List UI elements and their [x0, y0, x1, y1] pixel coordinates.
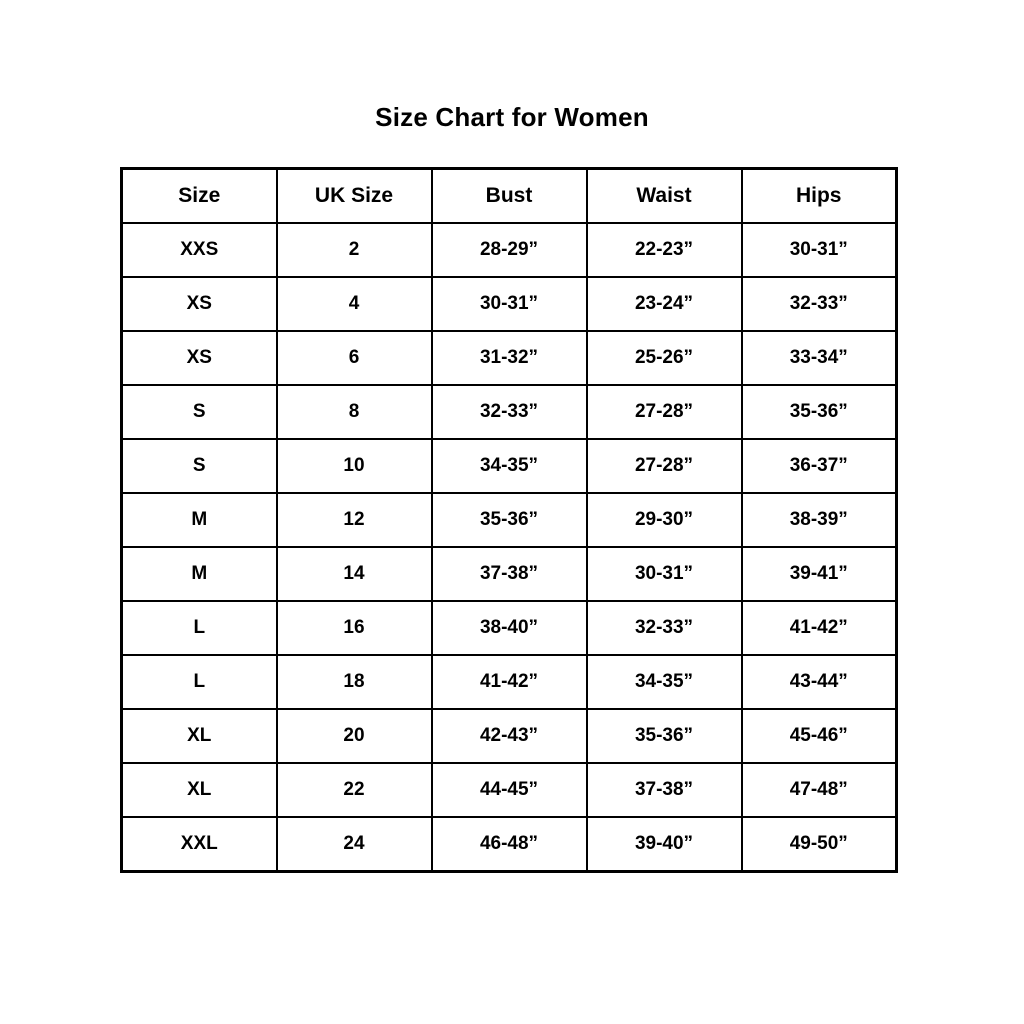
table-cell: 30-31” — [587, 547, 742, 601]
table-cell: 32-33” — [587, 601, 742, 655]
table-cell: 34-35” — [587, 655, 742, 709]
table-cell: 35-36” — [742, 385, 897, 439]
table-cell: 12 — [277, 493, 432, 547]
table-cell: 23-24” — [587, 277, 742, 331]
table-cell: XXL — [122, 817, 277, 872]
table-cell: 24 — [277, 817, 432, 872]
table-row — [122, 493, 897, 547]
table-cell: 41-42” — [742, 601, 897, 655]
table-cell: 43-44” — [742, 655, 897, 709]
table-row — [122, 331, 897, 385]
table-row — [122, 277, 897, 331]
table-cell: 37-38” — [432, 547, 587, 601]
table-cell: 28-29” — [432, 223, 587, 277]
table-cell: S — [122, 439, 277, 493]
table-cell: 37-38” — [587, 763, 742, 817]
table-cell: 34-35” — [432, 439, 587, 493]
column-header: UK Size — [277, 169, 432, 224]
table-cell: 42-43” — [432, 709, 587, 763]
table-row — [122, 709, 897, 763]
table-cell: 38-40” — [432, 601, 587, 655]
table-cell: 20 — [277, 709, 432, 763]
table-row — [122, 655, 897, 709]
table-cell: 32-33” — [742, 277, 897, 331]
column-header: Hips — [742, 169, 897, 224]
table-cell: XS — [122, 331, 277, 385]
table-cell: 44-45” — [432, 763, 587, 817]
table-cell: 47-48” — [742, 763, 897, 817]
column-header: Bust — [432, 169, 587, 224]
table-row — [122, 385, 897, 439]
table-cell: 8 — [277, 385, 432, 439]
table-row — [122, 223, 897, 277]
table-row — [122, 439, 897, 493]
table-cell: XS — [122, 277, 277, 331]
table-cell: 27-28” — [587, 439, 742, 493]
table-cell: 38-39” — [742, 493, 897, 547]
table-row — [122, 547, 897, 601]
table-cell: XL — [122, 763, 277, 817]
table-cell: 4 — [277, 277, 432, 331]
table-cell: 49-50” — [742, 817, 897, 872]
table-cell: 45-46” — [742, 709, 897, 763]
table-cell: 27-28” — [587, 385, 742, 439]
table-cell: 6 — [277, 331, 432, 385]
table-body — [122, 223, 897, 872]
table-cell: 39-41” — [742, 547, 897, 601]
table-cell: 35-36” — [587, 709, 742, 763]
column-header: Size — [122, 169, 277, 224]
table-cell: 35-36” — [432, 493, 587, 547]
table-cell: 39-40” — [587, 817, 742, 872]
table-row — [122, 817, 897, 872]
table-cell: M — [122, 493, 277, 547]
table-cell: 22 — [277, 763, 432, 817]
table-cell: 22-23” — [587, 223, 742, 277]
table-cell: 18 — [277, 655, 432, 709]
table-cell: 46-48” — [432, 817, 587, 872]
table-cell: 10 — [277, 439, 432, 493]
table-cell: 31-32” — [432, 331, 587, 385]
table-cell: 29-30” — [587, 493, 742, 547]
table-cell: 36-37” — [742, 439, 897, 493]
table-cell: 30-31” — [432, 277, 587, 331]
table-cell: XL — [122, 709, 277, 763]
table-header-row — [122, 169, 897, 224]
table-row — [122, 763, 897, 817]
table-cell: L — [122, 601, 277, 655]
table-cell: 41-42” — [432, 655, 587, 709]
table-cell: M — [122, 547, 277, 601]
table-cell: 16 — [277, 601, 432, 655]
size-chart-table — [120, 167, 898, 873]
column-header: Waist — [587, 169, 742, 224]
table-cell: S — [122, 385, 277, 439]
table-row — [122, 601, 897, 655]
table-cell: 25-26” — [587, 331, 742, 385]
table-cell: 14 — [277, 547, 432, 601]
table-cell: 30-31” — [742, 223, 897, 277]
table-cell: 33-34” — [742, 331, 897, 385]
table-cell: 2 — [277, 223, 432, 277]
page-title: Size Chart for Women — [375, 102, 649, 132]
table-cell: XXS — [122, 223, 277, 277]
table-cell: L — [122, 655, 277, 709]
table-header — [122, 169, 897, 224]
table-cell: 32-33” — [432, 385, 587, 439]
